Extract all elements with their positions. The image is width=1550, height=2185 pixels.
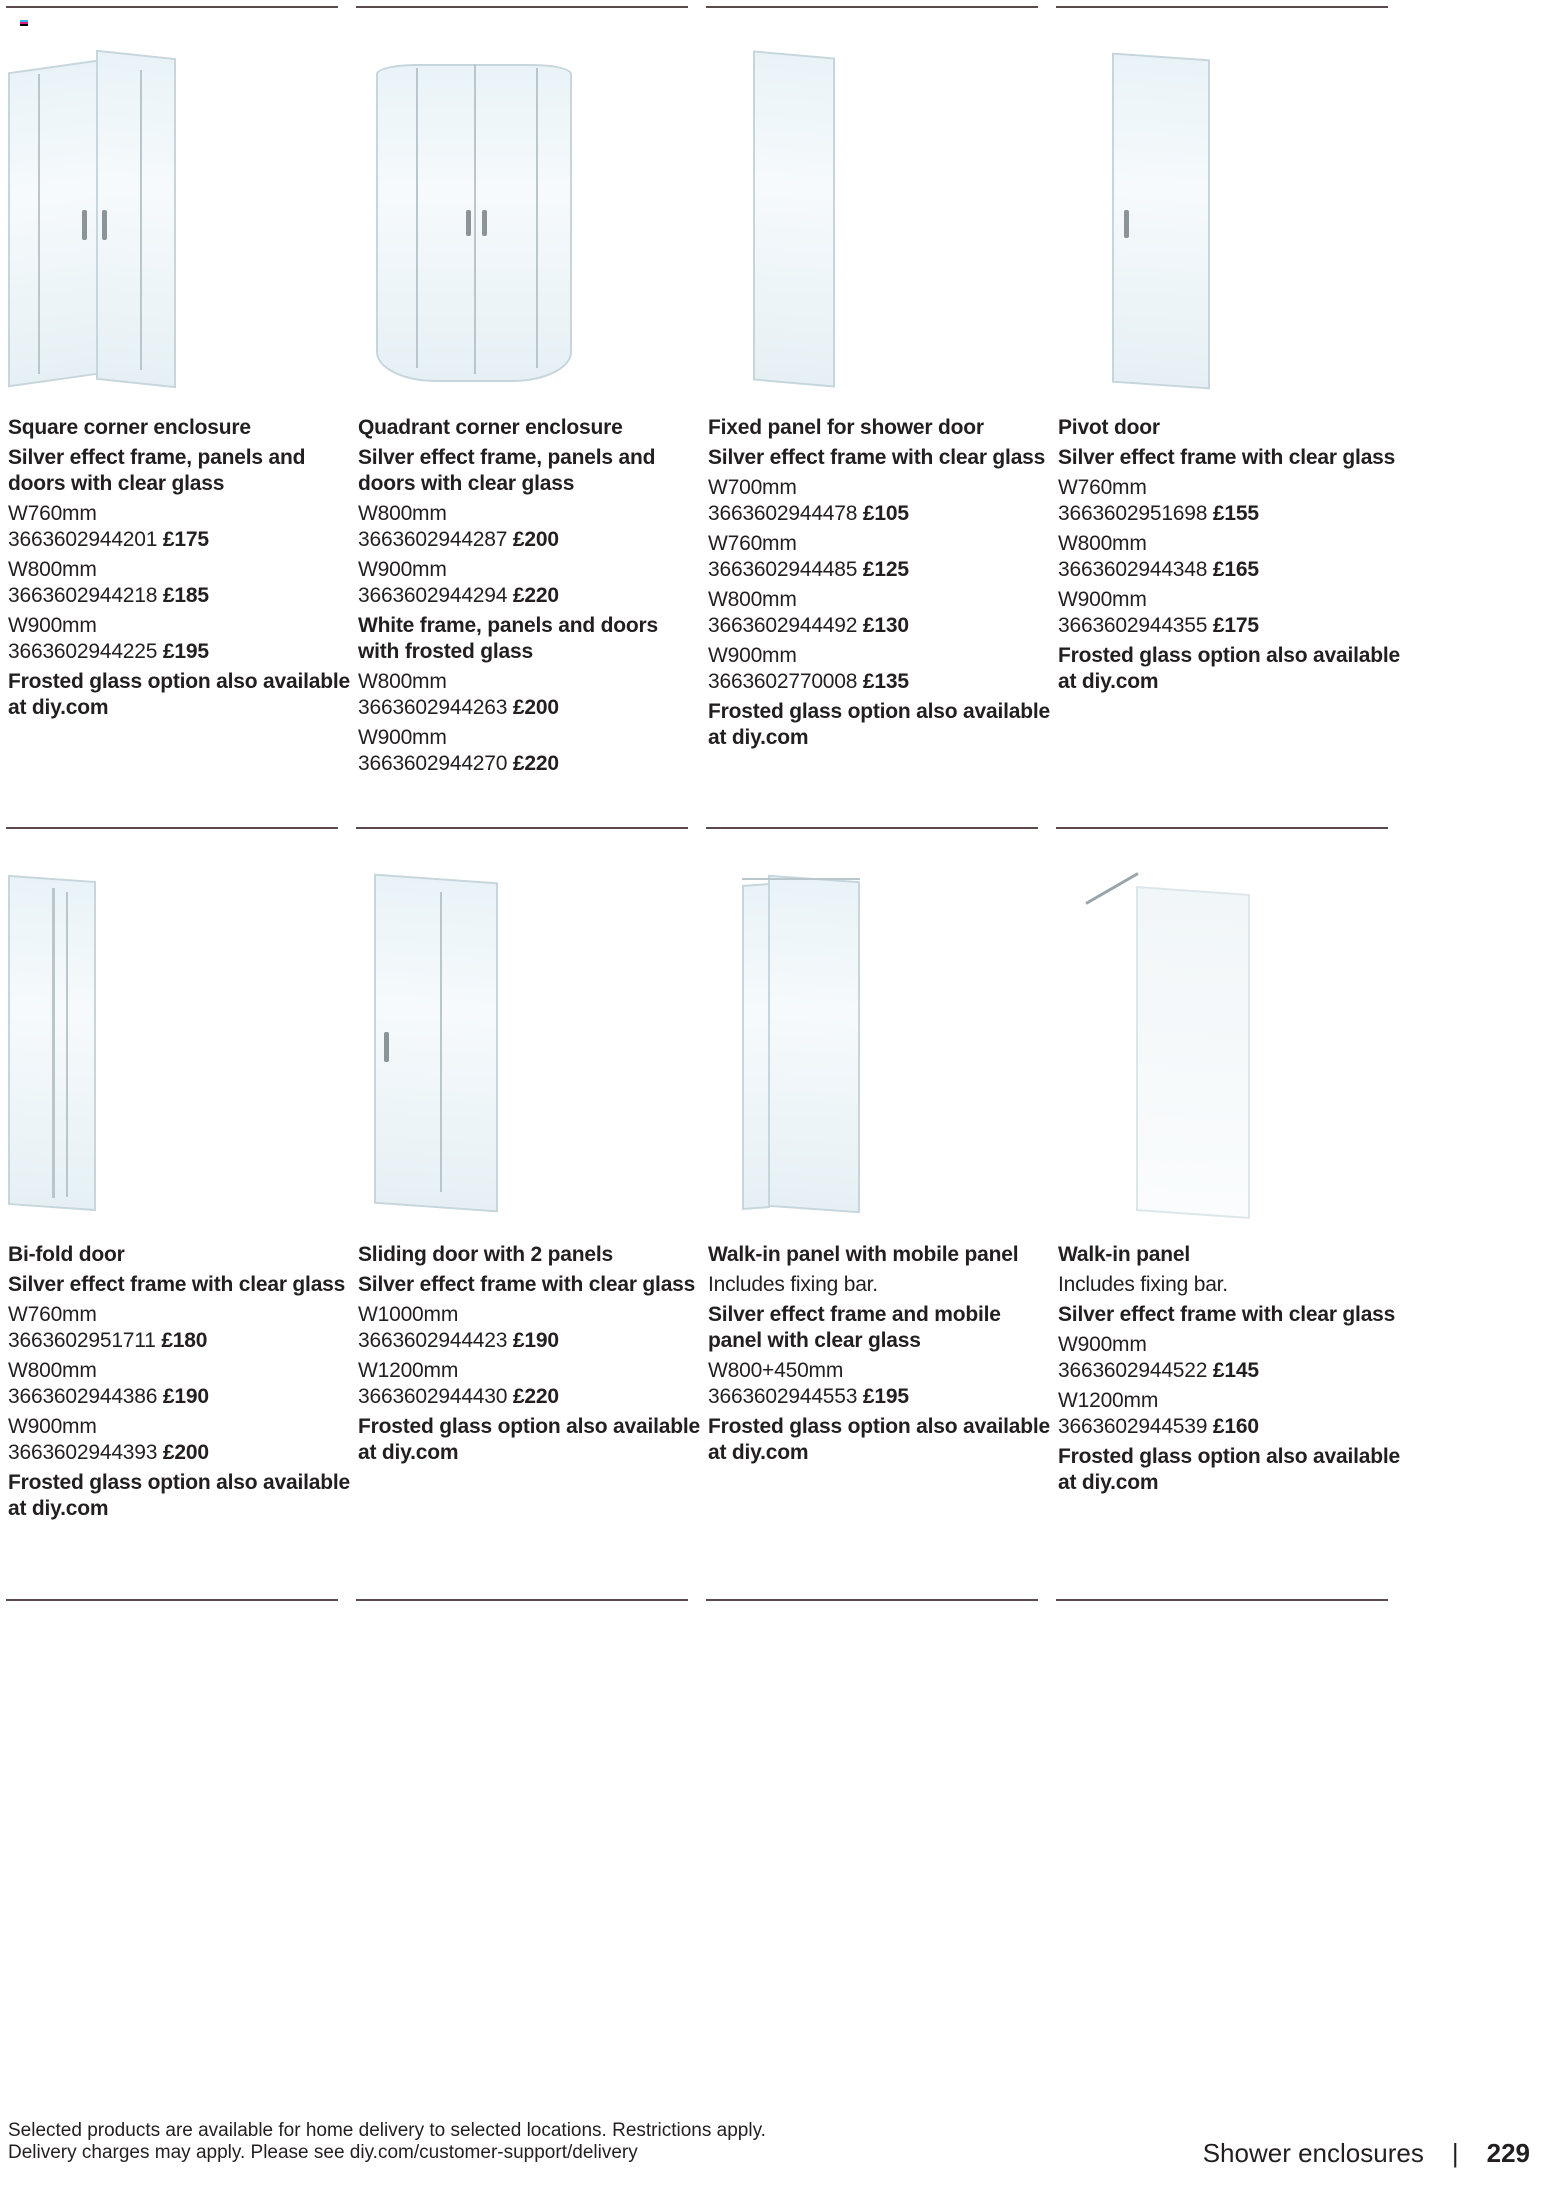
bi-fold-door-image xyxy=(8,872,348,1222)
walk-in-panel-image xyxy=(1058,872,1398,1222)
product-title: Bi-fold door xyxy=(8,1243,125,1266)
product-title: Fixed panel for shower door xyxy=(708,416,984,439)
product-variant: W760mm 3663602944201 £175 xyxy=(8,502,209,551)
product-note: Includes fixing bar. xyxy=(708,1273,878,1296)
product-title: Square corner enclosure xyxy=(8,416,251,439)
product-variant: W800mm 3663602944386 £190 xyxy=(8,1359,209,1408)
product-variant: W800mm 3663602944218 £185 xyxy=(8,558,209,607)
product-variant: W900mm 3663602944294 £220 xyxy=(358,558,559,607)
pivot-door-image xyxy=(1058,50,1398,400)
page-footer xyxy=(1203,2138,1530,2169)
product-card-fixed-panel xyxy=(708,50,1050,749)
sliding-door-image xyxy=(358,872,698,1222)
walk-in-panel-mobile-image xyxy=(708,872,1048,1222)
divider-rule xyxy=(6,6,338,8)
quadrant-corner-enclosure-image xyxy=(358,50,698,400)
product-variant: W800mm 3663602944492 £130 xyxy=(708,588,909,637)
frosted-glass-note: Frosted glass option also available at diy.com xyxy=(8,670,350,719)
product-finish: Silver effect frame with clear glass xyxy=(708,446,1046,469)
product-title: Walk-in panel xyxy=(1058,1243,1190,1266)
product-title: Walk-in panel with mobile panel xyxy=(708,1243,1019,1266)
product-note: Includes fixing bar. xyxy=(1058,1273,1228,1296)
divider-rule xyxy=(6,827,338,829)
product-card-walk-in-panel xyxy=(1058,872,1400,1494)
divider-rule xyxy=(706,1599,1038,1601)
divider-rule xyxy=(706,827,1038,829)
product-variant: W900mm 3663602944393 £200 xyxy=(8,1415,209,1464)
divider-rule xyxy=(356,6,688,8)
divider-rule xyxy=(356,1599,688,1601)
divider-rule xyxy=(356,827,688,829)
product-finish: Silver effect frame, panels and doors with clear glass xyxy=(8,446,306,495)
product-variant: W900mm 3663602944225 £195 xyxy=(8,614,209,663)
delivery-note xyxy=(8,2120,766,2164)
divider-rule xyxy=(1056,1599,1388,1601)
divider-rule xyxy=(1056,6,1388,8)
product-variant: W760mm 3663602951698 £155 xyxy=(1058,476,1259,525)
product-variant: W760mm 3663602951711 £180 xyxy=(8,1303,208,1352)
product-variant: W800+450mm 3663602944553 £195 xyxy=(708,1359,909,1408)
frosted-glass-note: Frosted glass option also available at diy.com xyxy=(358,1415,700,1464)
product-title: Quadrant corner enclosure xyxy=(358,416,623,439)
product-variant: W900mm 3663602770008 £135 xyxy=(708,644,909,693)
product-card-quadrant-corner-enclosure xyxy=(358,50,698,775)
product-variant: W800mm 3663602944263 £200 xyxy=(358,670,559,719)
product-card-bi-fold-door xyxy=(8,872,350,1520)
product-variant: W760mm 3663602944485 £125 xyxy=(708,532,909,581)
product-finish: Silver effect frame and mobile panel with clear glass xyxy=(708,1303,1001,1352)
product-title: Sliding door with 2 panels xyxy=(358,1243,613,1266)
product-title: Pivot door xyxy=(1058,416,1160,439)
frosted-glass-note: Frosted glass option also available at diy.com xyxy=(1058,644,1400,693)
frosted-glass-note: Frosted glass option also available at diy.com xyxy=(708,1415,1050,1464)
print-registration-mark xyxy=(20,20,28,26)
product-variant: W700mm 3663602944478 £105 xyxy=(708,476,909,525)
product-card-walk-in-panel-mobile xyxy=(708,872,1050,1464)
divider-rule xyxy=(706,6,1038,8)
delivery-note-line-1: Selected products are available for home delivery to selected locations. Restrictions apply. xyxy=(8,2120,766,2141)
product-finish-alt: White frame, panels and doors with frosted glass xyxy=(358,614,658,663)
product-finish: Silver effect frame, panels and doors with clear glass xyxy=(358,446,656,495)
square-corner-enclosure-image xyxy=(8,50,348,400)
section-title: Shower enclosures xyxy=(1202,2138,1424,2168)
product-variant: W1200mm 3663602944430 £220 xyxy=(358,1359,559,1408)
product-finish: Silver effect frame with clear glass xyxy=(1058,446,1396,469)
product-variant: W1200mm 3663602944539 £160 xyxy=(1058,1389,1259,1438)
product-card-pivot-door xyxy=(1058,50,1400,693)
product-card-sliding-door xyxy=(358,872,700,1464)
product-variant: W900mm 3663602944355 £175 xyxy=(1058,588,1259,637)
footer-separator: | xyxy=(1451,2138,1459,2168)
product-finish: Silver effect frame with clear glass xyxy=(1058,1303,1396,1326)
page-number: 229 xyxy=(1486,2138,1530,2168)
fixed-panel-image xyxy=(708,50,1048,400)
product-variant: W800mm 3663602944287 £200 xyxy=(358,502,559,551)
divider-rule xyxy=(6,1599,338,1601)
product-finish: Silver effect frame with clear glass xyxy=(358,1273,696,1296)
frosted-glass-note: Frosted glass option also available at diy.com xyxy=(708,700,1050,749)
product-card-square-corner-enclosure xyxy=(8,50,350,719)
product-variant: W800mm 3663602944348 £165 xyxy=(1058,532,1259,581)
frosted-glass-note: Frosted glass option also available at diy.com xyxy=(1058,1445,1400,1494)
divider-rule xyxy=(1056,827,1388,829)
delivery-note-line-2: Delivery charges may apply. Please see diy.com/customer-support/delivery xyxy=(8,2142,638,2163)
product-variant: W1000mm 3663602944423 £190 xyxy=(358,1303,559,1352)
product-variant: W900mm 3663602944270 £220 xyxy=(358,726,559,775)
product-finish: Silver effect frame with clear glass xyxy=(8,1273,346,1296)
frosted-glass-note: Frosted glass option also available at diy.com xyxy=(8,1471,350,1520)
product-variant: W900mm 3663602944522 £145 xyxy=(1058,1333,1259,1382)
